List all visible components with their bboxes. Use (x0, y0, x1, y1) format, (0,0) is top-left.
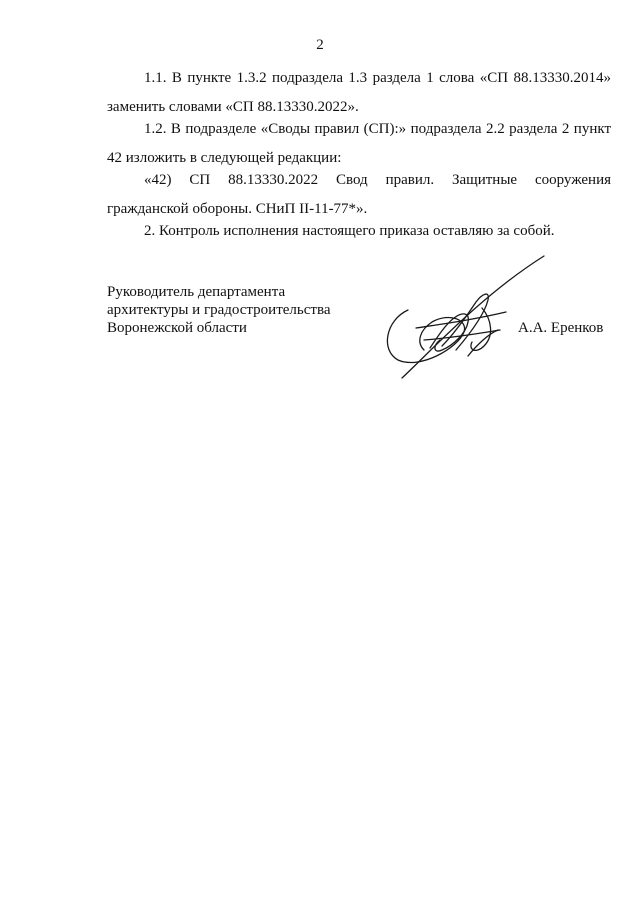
signer-position-line-1: Руководитель департамента (107, 284, 286, 300)
signer-position-line-3: Воронежской области (107, 320, 247, 336)
handwritten-signature (372, 250, 552, 380)
page-number: 2 (316, 37, 324, 53)
paragraph-1-1: 1.1. В пункте 1.3.2 подраздела 1.3 раздела 1 слова «СП 88.13330.2014» заменить словами «СП 88.13330.2022». (107, 70, 611, 115)
paragraph-item-42: «42) СП 88.13330.2022 Свод правил. Защитные сооружения гражданской обороны. СНиП II-11-77*». (107, 172, 611, 217)
signer-name: А.А. Еренков (518, 320, 604, 336)
paragraph-1-2: 1.2. В подразделе «Своды правил (СП):» подраздела 2.2 раздела 2 пункт 42 изложить в следующей редакции: (107, 121, 611, 166)
signer-position-line-2: архитектуры и градостроительства (107, 302, 331, 318)
paragraph-2: 2. Контроль исполнения настоящего приказа оставляю за собой. (144, 223, 555, 239)
signer-position (107, 283, 330, 337)
